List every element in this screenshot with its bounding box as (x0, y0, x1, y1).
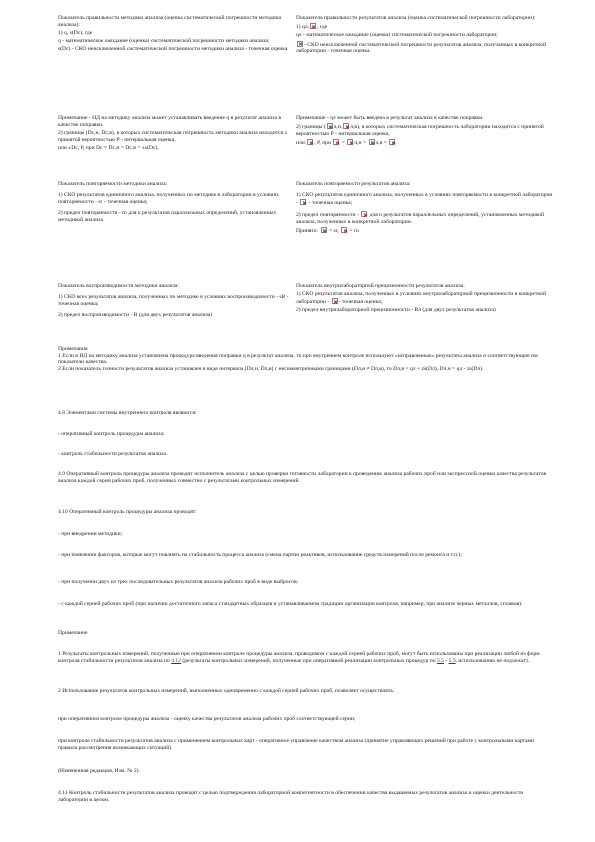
usage-item: при контроле стабильности результатов анализа с применением контрольных карт - оперативное управление качеством анализа (принятие управляющих решений при работе с контрольными картами правила рассмотрения возникающих ситуаций). (58, 738, 535, 751)
broken-image-icon (310, 23, 316, 29)
cell-text: qл - математическое ожидание (оценка) систематической погрешности лаборатории; (296, 32, 498, 39)
cell-text: Принято: = sr, = rn (296, 228, 359, 235)
cell-text: 2) границы (Dс,н, Dс,в), в которых систематическая погрешность методики анализа находится с принятой вероятностью Р - интервальная оценка, (58, 129, 288, 143)
list-item: - с каждой серией рабочих проб (при наличии достаточного запаса стандартных образцов и устанавливаемом традиции организации контроля, например, при анализе черных металлов, сплавов). (58, 601, 523, 607)
paragraph-4-8: 4.8 Элементами системы внутреннего контроля являются: (58, 410, 197, 416)
table-cell-method-repeatability (58, 181, 293, 225)
table-cell-lab-trueness (296, 15, 553, 57)
broken-image-icon (300, 199, 306, 205)
note-heading: Примечание (58, 630, 88, 636)
broken-image-icon (389, 139, 395, 145)
broken-image-icon (332, 298, 338, 304)
cell-text: 2) границы ( л,н, л,в), в которых систематическая погрешность лаборатории находится с принятой вероятностью Р - интервальная оценка, (296, 124, 544, 137)
list-item: - при появлении факторов, которые могут повлиять на стабильность процесса анализа (смена партии реактивов, использование средств измерений после ремонта и т.п.); (58, 552, 462, 558)
list-item: - оперативный контроль процедуры анализа; (58, 431, 165, 437)
broken-image-icon (333, 139, 339, 145)
cell-text: Примечание - НД на методику анализа может устанавливать введение q в результат анализа в качестве поправки. (58, 115, 281, 128)
broken-image-icon (321, 227, 327, 233)
cell-text: 2) предел повторяемости - rn для n результатов параллельных определений, установленных методикой анализа (58, 210, 277, 223)
cell-text: или , Р, при = л,н = л,в = (296, 139, 553, 147)
note-2: 2 Если показатель точности результатов анализа установлен в виде интервала [Dл,н, Dл,в] с несимметричными границами (Dл,н ≠ Dл,в), то Dл,в = qл + zs(Dл), Dл,н = qл - zs(Dл). (58, 366, 484, 373)
cell-text: Показатель повторяемости методики анализа: (58, 181, 168, 187)
cell-text: Показатель правильности методики анализа (оценка систематической погрешности методики анализа): (58, 15, 282, 28)
table-cell-lab-note (296, 115, 553, 148)
note-2-paragraph: 2 Использование результатов контрольных измерений, выполненных одновременно с каждой серией рабочих проб, позволяет осуществлять: (58, 688, 395, 694)
broken-image-icon (361, 211, 367, 217)
cell-text: 1) СКО всех результатов анализа, полученных по методике в условиях воспроизводимости - sR - точечная оценка; (58, 294, 289, 307)
edition-note: (Измененная редакция, Изм. № 2). (58, 768, 140, 774)
cell-text: 1) СКО результатов единичного анализа, полученных в условиях повторяемости в конкретной лаборатории - - точечная оценка; (296, 192, 553, 206)
cell-text: Показатель повторяемости результатов анализа: (296, 181, 411, 187)
list-item: - при получении двух из трех последовательных результатов анализа рабочих проб в виде выбросов; (58, 579, 299, 585)
paragraph-4-11: 4.11 Контроль стабильности результатов анализа проводят с целью подтверждения лабораторной компетентности в обеспечении качества выдаваемых результатов анализа и оценки деятельности лаборатории в целом. (58, 790, 524, 803)
table-cell-method-trueness (58, 15, 293, 55)
notes-title: Примечания (58, 346, 88, 352)
broken-image-icon (327, 123, 333, 129)
usage-item: при оперативном контроле процедуры анализа - оценку качества результатов анализа рабочих проб соответствующей серии; (58, 716, 356, 722)
broken-image-icon (307, 139, 313, 145)
cell-text: 1) СКО результатов единичного анализа, полученных по методике в лаборатории в условиях повторяемости - sr - точечная оценка; (58, 192, 279, 205)
list-item: - при внедрении методики; (58, 531, 123, 537)
cell-text: - СКО неисключенной систематической погрешности результатов анализа, получаемых в конкретной лаборатории - точечная оценка. (296, 41, 547, 55)
broken-image-icon (369, 139, 375, 145)
cell-text: Примечание - qл может быть введена в результат анализа в качестве поправки. (296, 115, 484, 121)
cell-text: q - математическое ожидание (оценка) систематической погрешности методики анализа; (58, 38, 270, 45)
cell-text: 1) qл, , где (296, 24, 328, 31)
table-cell-lab-repeatability (296, 181, 553, 236)
cell-text: 2) предел повторяемости - для n результатов параллельных определений, установленных методикой анализа, полученных в конкретной лаборатории. (296, 212, 545, 225)
broken-image-icon (297, 41, 303, 47)
note-1: 1 Если в НД на методику анализа установлена процедура введения поправки q в результат анализа, то при внутреннем контроле используют «исправленные» результаты анализа и соответствующие им показатели качества. (58, 352, 538, 366)
table-notes (58, 346, 553, 373)
table-cell-lab-precision (296, 283, 553, 315)
section-link-5-9[interactable]: 5.9 (448, 657, 456, 664)
cell-text: 1) СКО результатов анализа, полученных в условиях внутрилабораторной прецизионности в конкретной лаборатории - - точечная оценка; (296, 291, 547, 305)
table-cell-method-reproducibility (58, 283, 293, 320)
cell-text: 2) предел внутрилабораторной прецизионности - Rл (для двух результатов анализа) (296, 307, 496, 314)
cell-text: 2) предел воспроизводимости - R (для двух результатов анализа) (58, 312, 213, 319)
section-link-4-12[interactable]: 4.12 (171, 657, 181, 664)
broken-image-icon (343, 123, 349, 129)
paragraph-4-9: 4.9 Оперативный контроль процедуры анализа проводит исполнитель анализа с целью проверки готовности лаборатории к проведению анализа рабочих проб или экспрессной оценки качества результатов анализа каждой серии рабочих проб, полученных совместно с результатами контрольных измерений. (58, 471, 547, 484)
table-cell-method-note (58, 115, 293, 153)
cell-text: Показатель внутрилабораторной прецизионности результатов анализа: (296, 283, 465, 289)
cell-text: Показатель правильности результатов анализа (оценка систематической погрешности лаборатории): (296, 15, 536, 21)
cell-text: или ±Dс, Р, при Dс = Dс,н = Dс,в = ±s(Dс). (58, 144, 159, 151)
cell-text: 1) q, s(Dс), где (58, 29, 93, 36)
broken-image-icon (347, 139, 353, 145)
note-1-paragraph: 1 Результаты контрольных измерений, полученные при оперативном контроле процедуры анализа, проводимом с каждой серией рабочих проб, могут быть использованы при реализации любой из форм контроля стабильности результатов анализа по 4.12 (результаты контрольных измерений, полученные при оперативной реализации контрольных процедур по 5.5 - 5.9, использованию не подлежат). (58, 651, 540, 664)
section-link-5-5[interactable]: 5.5 (436, 657, 444, 664)
cell-text: Показатель воспроизводимости методики анализа: (58, 283, 179, 289)
list-item: - контроль стабильности результатов анализа. (58, 451, 168, 457)
broken-image-icon (341, 227, 347, 233)
cell-text: s(Dс) - СКО неисключенной систематической погрешности методики анализа - точечная оценка (58, 46, 288, 53)
paragraph-4-10: 4.10 Оперативный контроль процедуры анализа проводят: (58, 509, 197, 515)
